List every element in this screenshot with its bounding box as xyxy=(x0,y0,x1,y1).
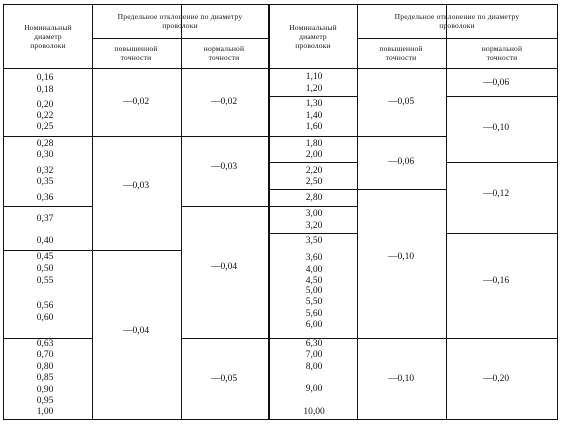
right-increased-deviation-line: —0,10 xyxy=(387,373,415,384)
left-diameter-value-line: 0,45 xyxy=(36,251,54,262)
right-diameter-value-line: 3,60 xyxy=(305,252,323,263)
right-diameter-value-line: 6,00 xyxy=(305,319,323,330)
right-diameter-group-line xyxy=(270,189,357,190)
left-increased-deviation-line: —0,02 xyxy=(122,96,150,107)
left-increased-deviation-line: —0,04 xyxy=(122,325,150,336)
right-diameter-value-line: 2,50 xyxy=(305,176,323,187)
right-diameter-value-line: 4,50 xyxy=(305,275,323,286)
left-diameter-value-line: 0,85 xyxy=(36,372,54,383)
left-diameter-value-line: 0,20 xyxy=(36,99,54,110)
right-diameter-value-line: 6,30 xyxy=(305,338,323,349)
table-top-border xyxy=(3,4,558,5)
right-diameter-group-line xyxy=(270,162,357,163)
right-subheader-rule xyxy=(357,38,558,39)
right-normal-group-line xyxy=(446,233,557,234)
right-diameter-group-line xyxy=(270,96,357,97)
right-diameter-value-line: 1,30 xyxy=(305,98,323,109)
right-diameter-value-line: 1,10 xyxy=(305,71,323,82)
right-normal-accuracy-header-line: точности xyxy=(486,53,518,62)
left-nominal-diameter-header-line: диаметр xyxy=(34,31,62,41)
right-normal-deviation-line: —0,06 xyxy=(482,77,510,88)
left-diameter-value-line: 0,32 xyxy=(36,165,54,176)
column-divider xyxy=(92,4,93,420)
left-increased-deviation-line: —0,03 xyxy=(122,180,150,191)
left-deviation-header-line: Предельное отклонение по диаметру xyxy=(117,12,243,21)
left-normal-deviation-line: —0,05 xyxy=(210,373,238,384)
left-deviation-header-line: проволоки xyxy=(162,21,198,30)
header-bottom-rule xyxy=(3,68,558,69)
left-diameter-value-line: 0,35 xyxy=(36,176,54,187)
left-increased-group-line xyxy=(92,136,181,137)
right-diameter-value-line: 8,00 xyxy=(305,361,323,372)
left-increased-group-line xyxy=(92,250,181,251)
right-diameter-group-line xyxy=(270,233,357,234)
left-diameter-value-line: 0,55 xyxy=(36,275,54,286)
right-diameter-value-line: 7,00 xyxy=(305,349,323,360)
left-normal-group-line xyxy=(181,206,268,207)
right-deviation-header-line: проволоки xyxy=(439,21,475,30)
right-diameter-value-line: 2,80 xyxy=(305,192,323,203)
right-diameter-value-line: 3,20 xyxy=(305,220,323,231)
left-diameter-group-line xyxy=(3,250,92,251)
right-normal-deviation-line: —0,20 xyxy=(482,373,510,384)
right-increased-deviation-line: —0,10 xyxy=(387,251,415,262)
left-normal-accuracy-header-line: нормальной xyxy=(203,44,245,53)
right-increased-accuracy-header-line: повышенной xyxy=(379,44,423,53)
right-normal-accuracy-header-line: нормальной xyxy=(481,44,523,53)
left-normal-deviation-line: —0,03 xyxy=(210,161,238,172)
left-nominal-diameter-header-line: Номинальный xyxy=(24,22,72,32)
left-normal-group-line xyxy=(181,338,268,339)
right-normal-group-line xyxy=(446,96,557,97)
left-diameter-group-line xyxy=(3,206,92,207)
left-increased-accuracy-header-line: точности xyxy=(120,53,152,62)
left-diameter-value-line: 0,95 xyxy=(36,395,54,406)
right-diameter-value-line: 5,00 xyxy=(305,285,323,296)
right-diameter-value-line: 1,60 xyxy=(305,121,323,132)
left-diameter-group-line xyxy=(3,136,92,137)
left-diameter-value-line: 0,37 xyxy=(36,213,54,224)
left-diameter-value-line: 0,25 xyxy=(36,121,54,132)
right-deviation-header-line: Предельное отклонение по диаметру xyxy=(394,12,520,21)
center-divider xyxy=(268,4,270,420)
right-diameter-group-line xyxy=(270,136,357,137)
right-diameter-value-line: 10,00 xyxy=(303,406,325,417)
right-diameter-value-line: 2,00 xyxy=(305,149,323,160)
left-diameter-value-line: 0,36 xyxy=(36,192,54,203)
table-left-border xyxy=(3,4,4,420)
right-nominal-diameter-header-line: Номинальный xyxy=(289,22,337,32)
right-diameter-value-line: 5,50 xyxy=(305,296,323,307)
right-diameter-value-line: 3,00 xyxy=(305,208,323,219)
left-diameter-value-line: 0,56 xyxy=(36,300,54,311)
right-nominal-diameter-header-line: проволоки xyxy=(295,40,331,50)
table-right-border xyxy=(557,4,558,420)
right-diameter-value-line: 3,50 xyxy=(305,235,323,246)
left-diameter-value-line: 0,50 xyxy=(36,263,54,274)
right-normal-deviation-line: —0,16 xyxy=(482,275,510,286)
column-divider xyxy=(446,4,447,420)
left-diameter-value-line: 0,22 xyxy=(36,110,54,121)
left-subheader-rule xyxy=(92,38,269,39)
left-increased-accuracy-header-line: повышенной xyxy=(114,44,158,53)
left-nominal-diameter-header-line: проволоки xyxy=(30,40,66,50)
right-diameter-group-line xyxy=(270,206,357,207)
right-increased-group-line xyxy=(357,136,446,137)
right-diameter-value-line: 9,00 xyxy=(305,383,323,394)
right-diameter-value-line: 5,60 xyxy=(305,308,323,319)
left-diameter-value-line: 0,63 xyxy=(36,338,54,349)
left-normal-deviation-line: —0,04 xyxy=(210,261,238,272)
right-nominal-diameter-header-line: диаметр xyxy=(299,31,327,41)
right-diameter-value-line: 1,40 xyxy=(305,110,323,121)
left-diameter-value-line: 0,70 xyxy=(36,349,54,360)
right-increased-accuracy-header-line: точности xyxy=(385,53,417,62)
left-normal-group-line xyxy=(181,136,268,137)
left-diameter-value-line: 1,00 xyxy=(36,406,54,417)
column-divider xyxy=(357,4,358,420)
left-diameter-value-line: 0,30 xyxy=(36,149,54,160)
right-normal-deviation-line: —0,12 xyxy=(482,188,510,199)
table-bottom-border xyxy=(3,419,558,420)
right-diameter-value-line: 1,80 xyxy=(305,138,323,149)
left-diameter-value-line: 0,40 xyxy=(36,235,54,246)
left-diameter-value-line: 0,90 xyxy=(36,384,54,395)
right-increased-group-line xyxy=(357,189,446,190)
left-normal-accuracy-header-line: точности xyxy=(208,53,240,62)
left-diameter-value-line: 0,60 xyxy=(36,312,54,323)
left-diameter-value-line: 0,28 xyxy=(36,138,54,149)
right-diameter-value-line: 2,20 xyxy=(305,165,323,176)
right-increased-group-line xyxy=(357,338,446,339)
right-normal-deviation-line: —0,10 xyxy=(482,122,510,133)
right-increased-deviation-line: —0,05 xyxy=(387,96,415,107)
right-normal-group-line xyxy=(446,162,557,163)
left-normal-deviation-line: —0,02 xyxy=(210,96,238,107)
left-diameter-value-line: 0,16 xyxy=(36,72,54,83)
right-diameter-value-line: 4,00 xyxy=(305,264,323,275)
left-diameter-value-line: 0,80 xyxy=(36,361,54,372)
column-divider xyxy=(181,4,182,420)
right-diameter-value-line: 1,20 xyxy=(305,83,323,94)
right-increased-deviation-line: —0,06 xyxy=(387,156,415,167)
left-diameter-value-line: 0,18 xyxy=(36,84,54,95)
right-normal-group-line xyxy=(446,338,557,339)
